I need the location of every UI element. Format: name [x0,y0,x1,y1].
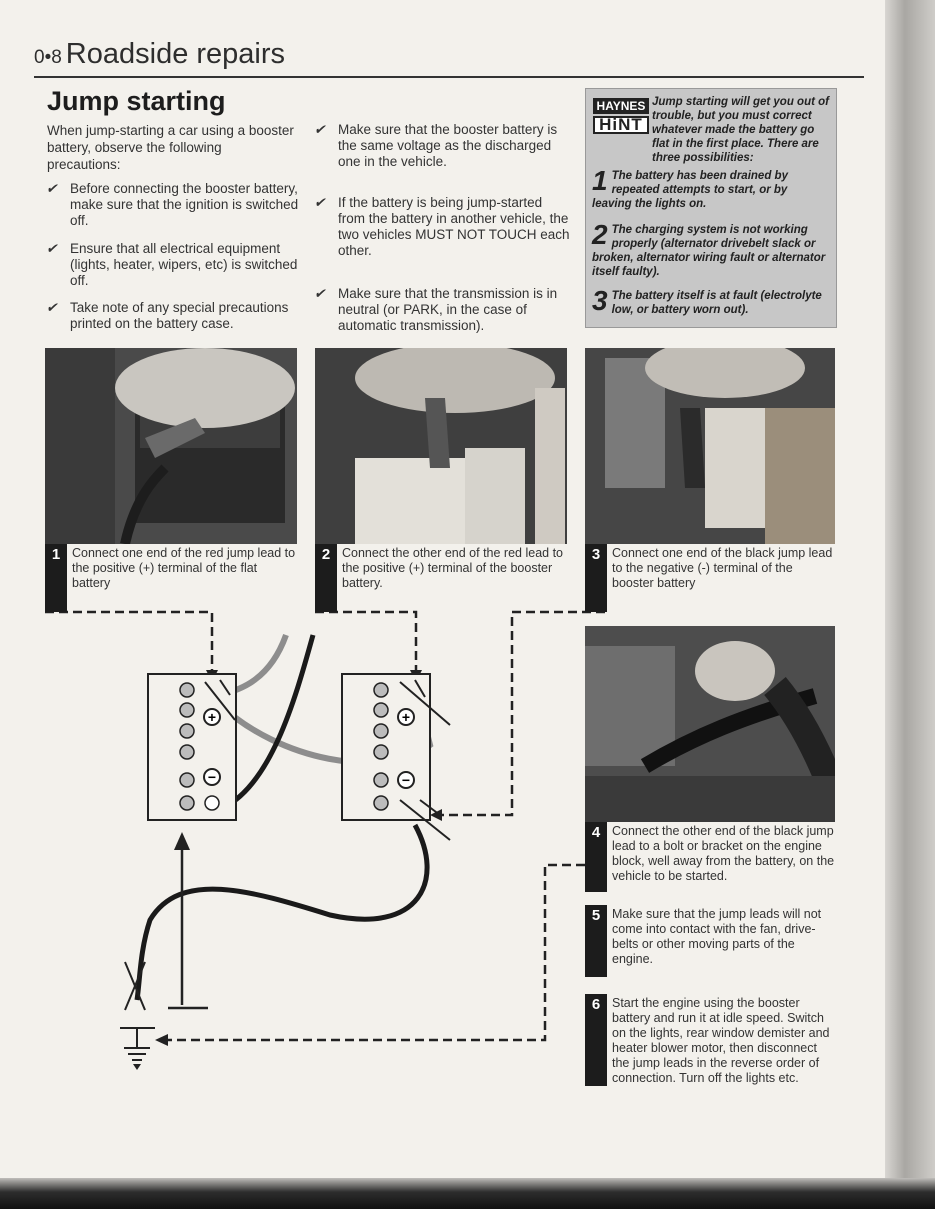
precaution-item: ✔ Make sure that the transmission is in neutral (or PARK, in the case of automatic transmission). [314,286,558,333]
section-title: Jump starting [47,86,226,116]
hint-intro: Jump starting will get you out of trouble, but you must correct whatever made the battery go flat in the first place. There are three possibilities: [652,96,829,164]
svg-text:+: + [207,709,217,725]
step-caption: 2 Connect the other end of the red lead to the positive (+) terminal of the booster battery. [315,544,567,612]
check-icon: ✔ [314,286,326,301]
precaution-item: ✔ Take note of any special precautions printed on the battery case. [46,300,289,331]
intro-paragraph: When jump-starting a car using a booster battery, observe the following precautions: [47,123,294,172]
precaution-item: ✔ Before connecting the booster battery, make sure that the ignition is switched off. [46,181,299,228]
step-caption: 6 Start the engine using the booster battery and run it at idle speed. Switch on the lights, rear window demister and heater blower motor, then disconnect the jump leads in the reverse order of connection. Turn off the lights etc. [585,994,837,1086]
svg-text:−: − [401,772,411,788]
svg-text:−: − [207,769,217,785]
step-badge: 5 [585,905,607,977]
step-badge: 6 [585,994,607,1086]
check-icon: ✔ [46,300,58,315]
check-icon: ✔ [314,195,326,210]
hint-item: 3 The battery itself is at fault (electrolyte low, or battery worn out). [592,285,822,316]
precaution-item: ✔ Make sure that the booster battery is the same voltage as the discharged one in the vehicle. [314,122,558,169]
precaution-item: ✔ If the battery is being jump-started from the battery in another vehicle, the two vehicles MUST NOT TOUCH each other. [314,195,570,258]
step-badge: 4 [585,822,607,892]
page-number: 0•8 [34,47,62,68]
step-caption: 5 Make sure that the jump leads will not come into contact with the fan, drive-belts or other moving parts of the engine. [585,905,837,977]
step-caption: 4 Connect the other end of the black jump lead to a bolt or bracket on the engine block, well away from the battery, on the vehicle to be started. [585,822,837,892]
step-badge: 3 [585,544,607,612]
check-icon: ✔ [46,181,58,196]
hint-item: 1 The battery has been drained by repeated attempts to start, or by leaving the lights on. [592,165,788,210]
chapter-title: Roadside repairs [65,38,286,70]
step-badge: 1 [45,544,67,612]
hint-item: 2 The charging system is not working properly (alternator drivebelt slack or broken, alternator wiring fault or alternator itself faulty). [592,219,826,278]
check-icon: ✔ [314,122,326,137]
precaution-item: ✔ Ensure that all electrical equipment (lights, heater, wipers, etc) is switched off. [46,241,298,288]
step-badge: 2 [315,544,337,612]
step-caption: 3 Connect one end of the black jump lead to the negative (-) terminal of the booster battery [585,544,837,612]
haynes-hint-logo: HAYNES HiNT [593,98,649,134]
step-caption: 1 Connect one end of the red jump lead to the positive (+) terminal of the flat battery [45,544,297,612]
check-icon: ✔ [46,241,58,256]
svg-text:+: + [401,709,411,725]
